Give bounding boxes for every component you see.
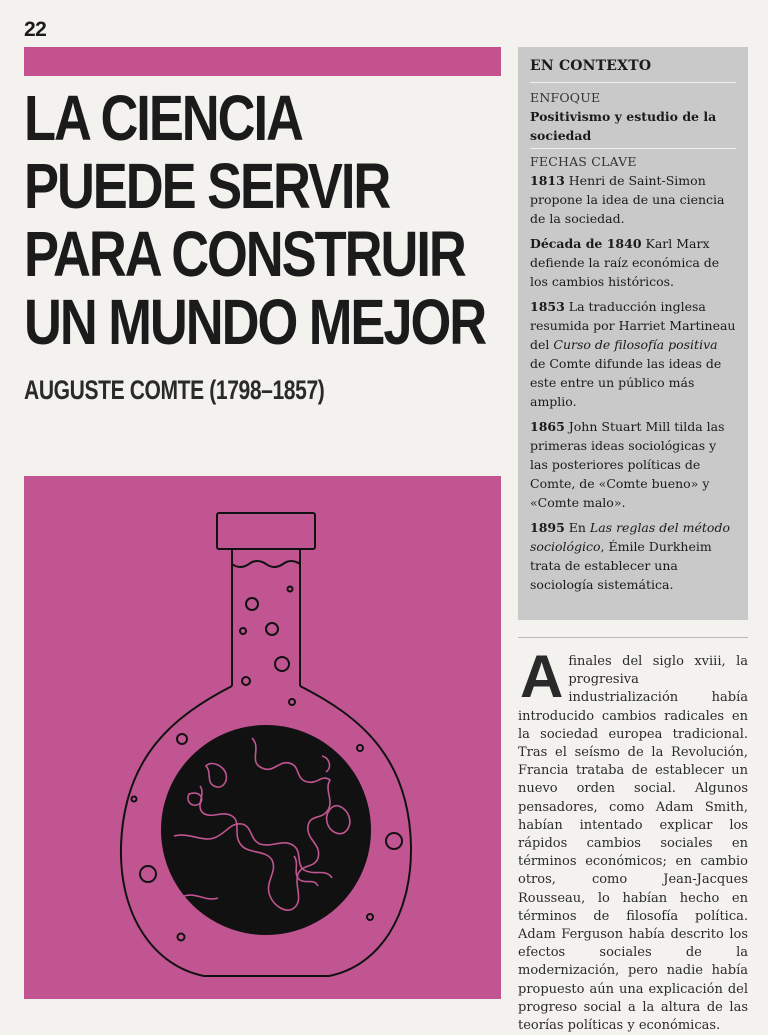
- date-text: John Stuart Mill tilda las primeras ideas sociológicas y las posteriores políticas de Comte, de «Comte bueno» y «Comte malo».: [530, 419, 725, 510]
- focus-value: Positivismo y estudio de la sociedad: [530, 107, 736, 149]
- drop-cap: A: [520, 643, 564, 710]
- date-year: 1895: [530, 520, 565, 535]
- date-entry: [530, 234, 736, 291]
- date-text: En: [564, 520, 590, 535]
- date-entry: [530, 518, 736, 594]
- header-color-bar: [24, 47, 501, 76]
- column-divider: [518, 637, 748, 638]
- date-entry: [530, 171, 736, 228]
- title-line: UN MUNDO MEJOR: [24, 286, 486, 358]
- date-year: 1813: [530, 173, 565, 188]
- key-dates-label: FECHAS CLAVE: [530, 154, 637, 169]
- date-text: , Émile Durkheim trata de establecer una sociología sistemática.: [530, 539, 712, 592]
- body-text: finales del siglo xviii, la progresiva industrialización había introducido cambios radicales en la sociedad europea tradicional. Tras el seísmo de la Revolución, Francia trataba de establecer un nuevo orden social. Algunos pensadores, como Adam Smith, habían intentado explicar los rápidos cambios sociales en términos económicos; en cambio otros, como Jean-Jacques Rousseau, lo habían hecho en términos de filosofía política. Adam Ferguson había descrito los efectos sociales de la modernización, pero nadie había propuesto aún una explicación del progreso social a la altura de las teorías políticas y económicas.: [518, 654, 748, 1034]
- body-paragraph: [518, 643, 748, 1035]
- date-text-italic: Las reglas del método sociológico: [530, 520, 730, 554]
- page-number: 22: [24, 18, 47, 41]
- date-year: Década de 1840: [530, 236, 642, 251]
- date-year: 1853: [530, 299, 565, 314]
- page-title: [24, 82, 486, 358]
- date-text: de Comte difunde las ideas de este entre un público más amplio.: [530, 356, 722, 409]
- date-text: Karl Marx defiende la raíz económica de los cambios históricos.: [530, 236, 720, 289]
- date-text: Henri de Saint-Simon propone la idea de una ciencia de la sociedad.: [530, 173, 725, 226]
- title-line: LA CIENCIA: [24, 82, 302, 154]
- date-text-italic: Curso de filosofía positiva: [553, 337, 718, 352]
- date-entry: [530, 297, 736, 411]
- date-text: La traducción inglesa resumida por Harriet Martineau del: [530, 299, 736, 352]
- context-heading: EN CONTEXTO: [530, 57, 736, 83]
- flask-earth-illustration: [24, 476, 501, 999]
- date-entry: [530, 417, 736, 512]
- title-line: PUEDE SERVIR: [24, 150, 390, 222]
- author-subtitle: AUGUSTE COMTE (1798–1857): [24, 375, 325, 405]
- focus-label: ENFOQUE: [530, 90, 601, 105]
- context-sidebar: [518, 47, 748, 620]
- date-year: 1865: [530, 419, 565, 434]
- title-line: PARA CONSTRUIR: [24, 218, 465, 290]
